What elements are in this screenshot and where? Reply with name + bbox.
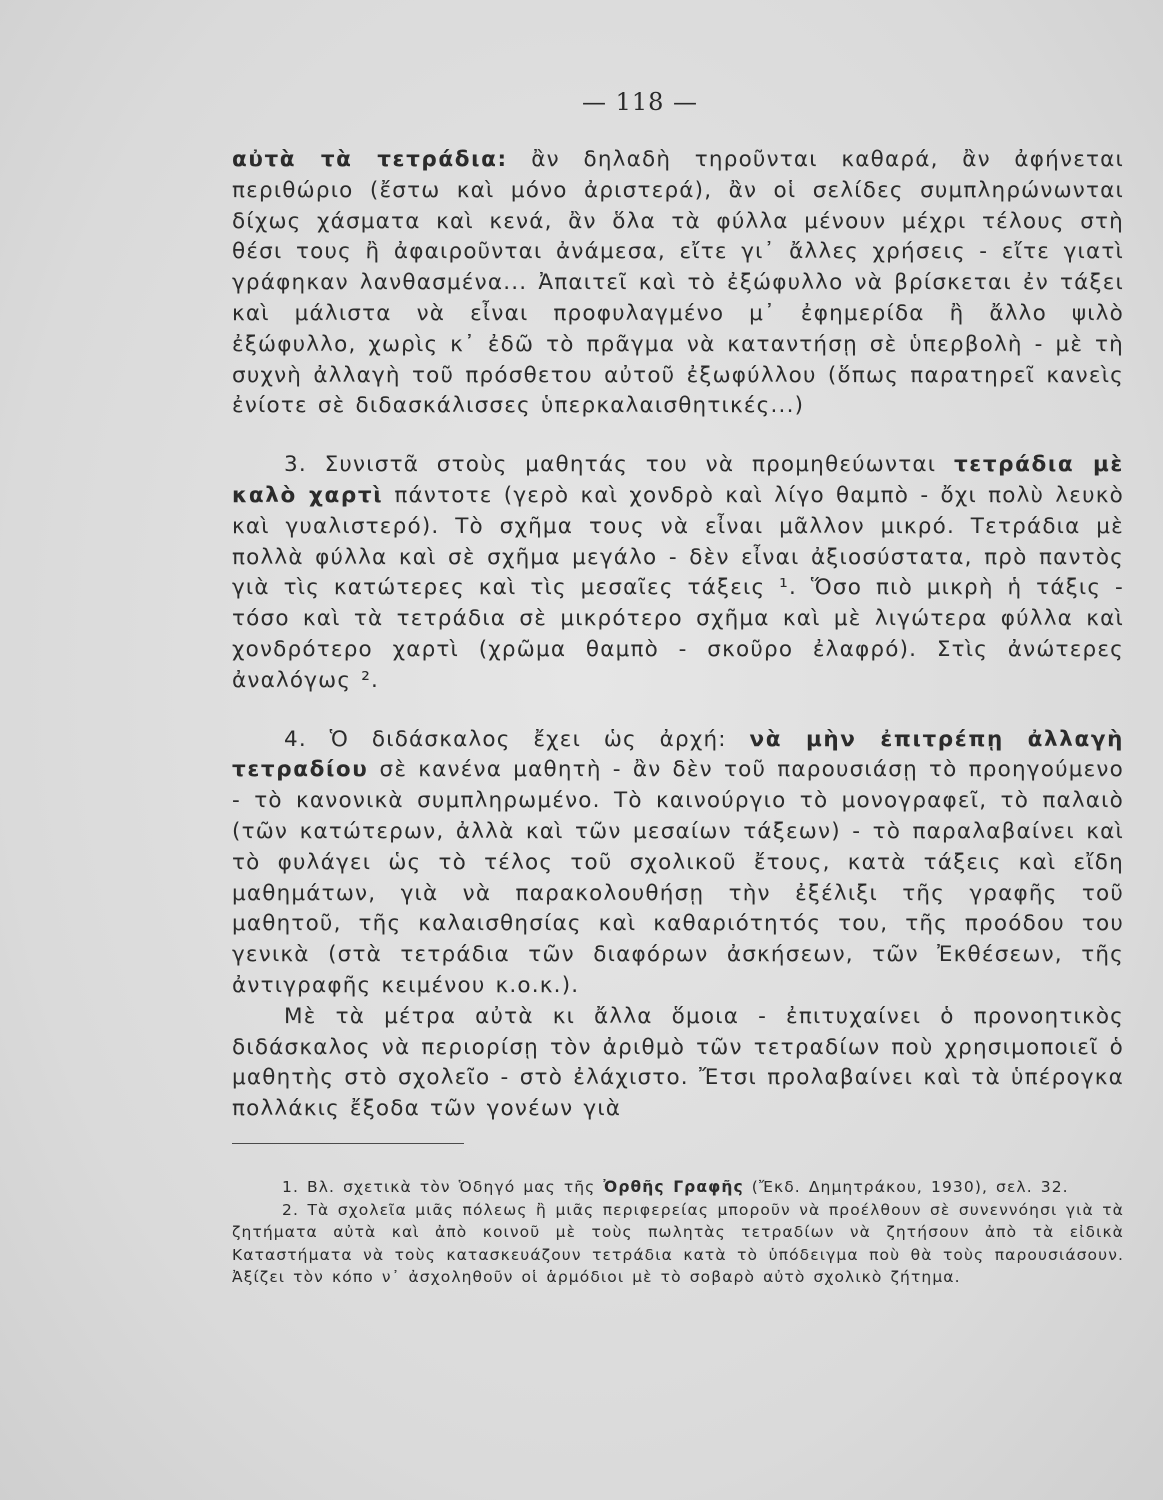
paragraph-text: σὲ κανένα μαθητὴ - ἂν δὲν τοῦ παρουσιάσῃ τὸ προηγούμενο - τὸ κανονικὰ συμπληρωμένο. Τὸ καινούργιο τὸ μονογραφεῖ, τὸ παλαιὸ (τῶν κατώτερων, ἀλλὰ καὶ τῶν μεσαίων τάξεων) - τὸ παραλαβαίνει καὶ τὸ φυλάγει ὡς τὸ τέλος τοῦ σχολικοῦ ἔτους, κατὰ τάξεις καὶ εἴδη μαθημάτων, γιὰ νὰ παρακολουθήσῃ τὴν ἐξέλιξι τῆς γραφῆς τοῦ μαθητοῦ, τῆς καλαισθησίας καὶ καθαριότητός του, τῆς προόδου του γενικὰ (στὰ τετράδια τῶν διαφόρων ἀσκήσεων, τῶν Ἐκθέσεων, τῆς ἀντιγραφῆς κειμένου κ.ο.κ.). <box>232 757 1124 998</box>
paragraph-text: πάντοτε (γερὸ καὶ χονδρὸ καὶ λίγο θαμπὸ - ὄχι πολὺ λευκὸ καὶ γυαλιστερό). Τὸ σχῆμα τους νὰ εἶναι μᾶλλον μικρό. Τετράδια μὲ πολλὰ φύλλα καὶ σὲ σχῆμα μεγάλο - δὲν εἶναι ἀξιοσύστατα, πρὸ παντὸς γιὰ τὶς κατώτερες καὶ τὶς μεσαῖες τάξεις ¹. Ὅσο πιὸ μικρὴ ἡ τάξις - τόσο καὶ τὰ τετράδια σὲ μικρότερο σχῆμα καὶ μὲ λιγώτερα φύλλα καὶ χονδρότερο χαρτὶ (χρῶμα θαμπὸ - σκοῦρο ἐλαφρό). Στὶς ἀνώτερες ἀναλόγως ². <box>232 482 1124 693</box>
page-number: — 118 — <box>581 88 699 116</box>
footnotes <box>232 1176 1124 1289</box>
main-text <box>232 145 1124 1125</box>
paragraph-text: 4. Ὁ διδάσκαλος ἔχει ὡς ἀρχή: <box>284 726 750 752</box>
paragraph-continuation <box>232 145 1124 422</box>
footnote-2: 2. Τὰ σχολεῖα μιᾶς πόλεως ἢ μιᾶς περιφερείας μποροῦν νὰ προέλθουν σὲ συνεννόησι γιὰ τὰ ζητήματα αὐτὰ καὶ ἀπὸ κοινοῦ μὲ τοὺς πωλητὰς τετραδίων νὰ ζητήσουν ἀπὸ τὰ εἰδικὰ Καταστήματα νὰ τοὺς κατασκευάζουν τετράδια κατὰ τὸ ὑπόδειγμα ποὺ θὰ τοὺς παρουσιάσουν. Ἀξίζει τὸν κόπο ν᾿ ἀσχοληθοῦν οἱ ἁρμόδιοι μὲ τὸ σοβαρὸ αὐτὸ σχολικὸ ζήτημα. <box>232 1200 1124 1286</box>
bold-phrase: τετράδια μὲ καλὸ χαρτὶ <box>232 452 1124 508</box>
footnote-divider <box>232 1143 464 1144</box>
bold-phrase: νὰ μὴν ἐπιτρέπῃ ἀλλαγὴ τετραδίου <box>232 726 1124 783</box>
paragraph-text: 3. Συνιστᾶ στοὺς μαθητάς του νὰ προμηθεύωνται <box>284 452 954 478</box>
footnote-text: (Ἔκδ. Δημητράκου, 1930), σελ. 32. <box>743 1178 1069 1196</box>
footnote-text: 1. Βλ. σχετικὰ τὸν Ὁδηγό μας τῆς <box>282 1178 604 1196</box>
paragraph-4 <box>232 725 1124 1002</box>
paragraph-5: Μὲ τὰ μέτρα αὐτὰ κι ἄλλα ὅμοια - ἐπιτυχαίνει ὁ προνοητικὸς διδάσκαλος νὰ περιορίσῃ τὸν ἀριθμὸ τῶν τετραδίων ποὺ χρησιμοποιεῖ ὁ μαθητὴς στὸ σχολεῖο - στὸ ἐλάχιστο. Ἔτσι προλαβαίνει καὶ τὰ ὑπέρογκα πολλάκις ἔξοδα τῶν γονέων γιὰ <box>232 1003 1124 1122</box>
paragraph-text: ἂν δηλαδὴ τηροῦνται καθαρά, ἂν ἀφήνεται περιθώριο (ἔστω καὶ μόνο ἀριστερά), ἂν οἱ σελίδες συμπληρώνωνται δίχως χάσματα καὶ κενά, ἂν ὅλα τὰ φύλλα μένουν μέχρι τέλους στὴ θέσι τους ἢ ἀφαιροῦνται ἀνάμεσα, εἴτε γι᾿ ἄλλες χρήσεις - εἴτε γιατὶ γράφηκαν λανθασμένα... Ἀπαιτεῖ καὶ τὸ ἐξώφυλλο νὰ βρίσκεται ἐν τάξει καὶ μάλιστα νὰ εἶναι προφυλαγμένο μ᾿ ἐφημερίδα ἢ ἄλλο ψιλὸ ἐξώφυλλο, χωρὶς κ᾿ ἐδῶ τὸ πρᾶγμα νὰ καταντήσῃ σὲ ὑπερβολὴ - μὲ τὴ συχνὴ ἀλλαγὴ τοῦ πρόσθετου αὐτοῦ ἐξωφύλλου (ὅπως παρατηρεῖ κανεὶς ἐνίοτε σὲ διδασκάλισσες ὑπερκαλαισθητικές...) <box>232 147 1125 419</box>
footnote-bold: Ὀρθῆς Γραφῆς <box>603 1178 744 1196</box>
paragraph-3 <box>232 450 1124 696</box>
footnote-1 <box>232 1176 1124 1199</box>
bold-phrase: αὐτὰ τὰ τετράδια: <box>232 147 508 172</box>
